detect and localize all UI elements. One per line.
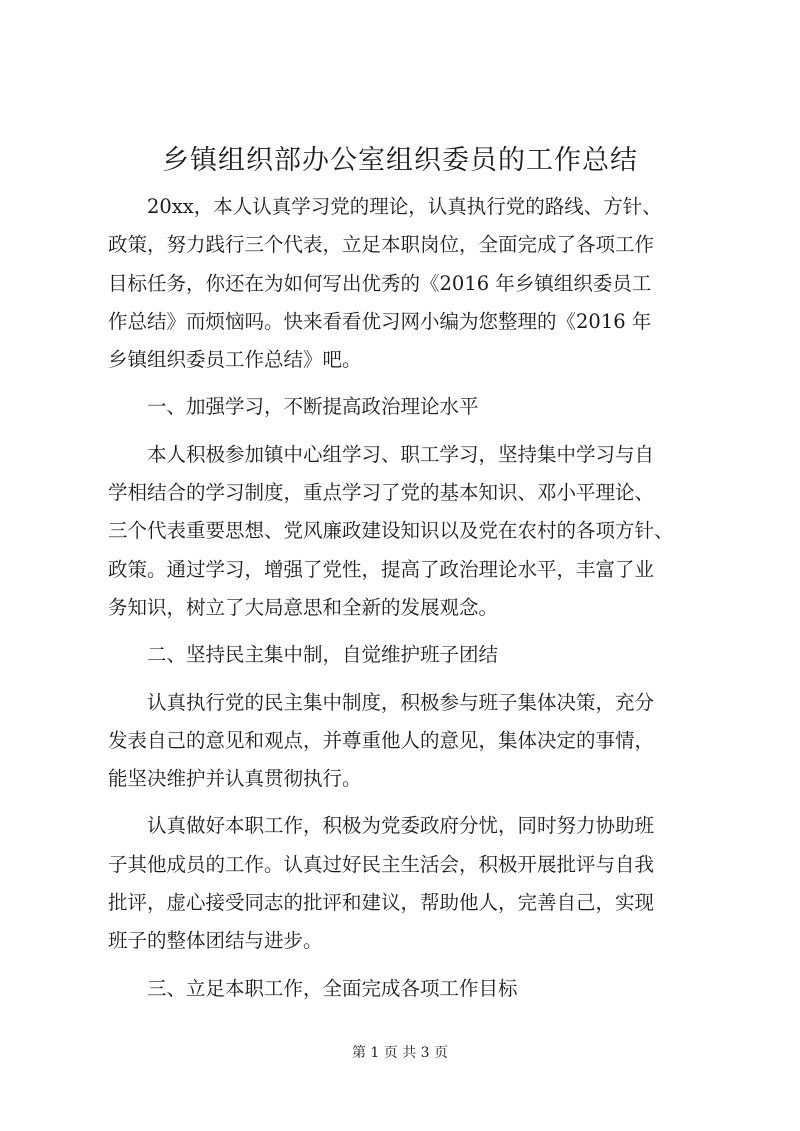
text-line: 20xx，本人认真学习党的理论，认真执行党的路线、方针、 — [147, 195, 662, 218]
page-number-footer: 第 1 页 共 3 页 — [351, 1045, 449, 1061]
document-title: 乡镇组织部办公室组织委员的工作总结 — [162, 145, 638, 176]
text-line: 学相结合的学习制度，重点学习了党的基本知识、邓小平理论、 — [108, 481, 655, 505]
document-body — [108, 188, 708, 1008]
paragraph-intro — [108, 188, 708, 379]
paragraph-study — [108, 436, 708, 627]
text-line: 本人积极参加镇中心组学习、职工学习，坚持集中学习与自 — [147, 442, 655, 466]
text-line: 作总结》而烦恼吗。快来看看优习网小编为您整理的《2016 年 — [108, 309, 652, 333]
text-line: 发表自己的意见和观点，并尊重他人的意见，集体决定的事情， — [108, 728, 655, 752]
text-line: 目标任务，你还在为如何写出优秀的《2016 年乡镇组织委员工 — [108, 271, 652, 295]
text-line: 班子的整体团结与进步。 — [108, 929, 323, 953]
text-line: 认真做好本职工作，积极为党委政府分忧，同时努力协助班 — [147, 814, 655, 838]
text-line: 政策。通过学习，增强了党性，提高了政治理论水平，丰富了业 — [108, 557, 655, 581]
text-line: 三、立足本职工作，全面完成各项工作目标 — [147, 976, 518, 1000]
section-heading-1 — [108, 388, 708, 426]
text-line: 一、加强学习，不断提高政治理论水平 — [147, 395, 479, 419]
text-line: 子其他成员的工作。认真过好民主生活会，积极开展批评与自我 — [108, 852, 655, 876]
text-line: 乡镇组织委员工作总结》吧。 — [108, 348, 362, 372]
paragraph-duties — [108, 807, 708, 960]
section-heading-3 — [108, 970, 708, 1008]
section-heading-2 — [108, 636, 708, 674]
text-line: 能坚决维护并认真贯彻执行。 — [108, 767, 362, 791]
text-line: 认真执行党的民主集中制度，积极参与班子集体决策，充分 — [147, 690, 655, 714]
text-line: 二、坚持民主集中制，自觉维护班子团结 — [147, 643, 499, 667]
paragraph-democracy — [108, 684, 708, 799]
text-line: 三个代表重要思想、党风廉政建设知识以及党在农村的各项方针、 — [108, 519, 674, 543]
text-line: 务知识，树立了大局意思和全新的发展观念。 — [108, 595, 499, 619]
text-line: 政策，努力践行三个代表，立足本职岗位，全面完成了各项工作 — [108, 233, 655, 257]
text-line: 批评，虚心接受同志的批评和建议，帮助他人，完善自己，实现 — [108, 891, 655, 915]
